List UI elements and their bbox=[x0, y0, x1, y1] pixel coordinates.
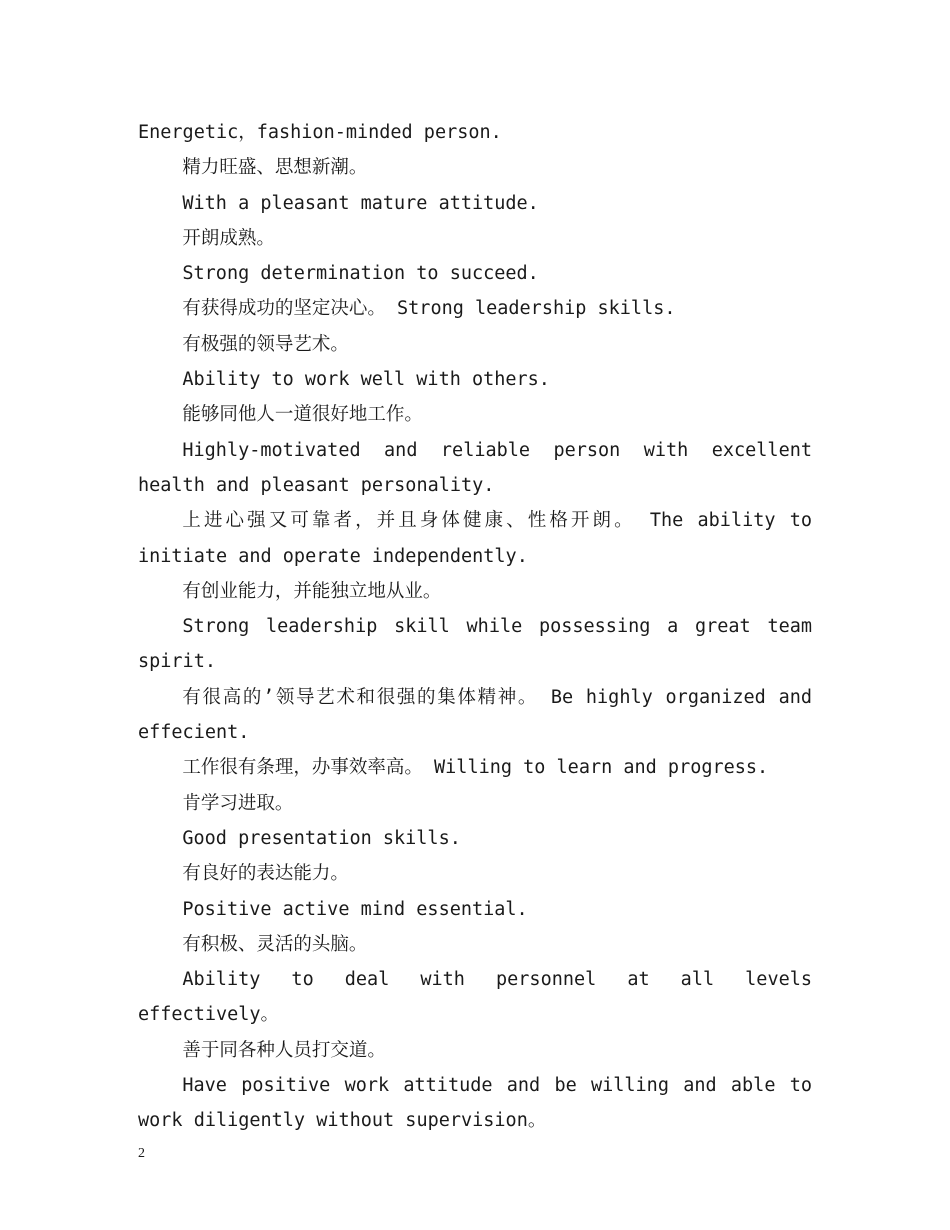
paragraph-13: Strong leadership skill while possessing a great team spirit. bbox=[138, 616, 812, 673]
paragraph-8: Ability to work well with others. bbox=[182, 369, 550, 391]
paragraph-6: 有获得成功的坚定决心。 Strong leadership skills. bbox=[182, 298, 676, 320]
paragraph-19: Positive active mind essential. bbox=[182, 898, 528, 920]
paragraph-22: 善于同各种人员打交道。 bbox=[182, 1039, 386, 1061]
paragraph-15: 工作很有条理，办事效率高。 Willing to learn and progress. bbox=[182, 757, 769, 779]
document-body bbox=[138, 115, 812, 1139]
paragraph-12: 有创业能力，并能独立地从业。 bbox=[182, 580, 442, 602]
paragraph-7: 有极强的领导艺术。 bbox=[182, 333, 349, 355]
paragraph-23: Have positive work attitude and be willing and able to work diligently without supervision。 bbox=[138, 1075, 812, 1132]
paragraph-5: Strong determination to succeed. bbox=[182, 263, 539, 285]
paragraph-21: Ability to deal with personnel at all levels effectively。 bbox=[138, 969, 812, 1026]
paragraph-11: 上进心强又可靠者，并且身体健康、性格开朗。 The ability to initiate and operate independently. bbox=[138, 510, 812, 567]
paragraph-10: Highly-motivated and reliable person with excellent health and pleasant personality. bbox=[138, 439, 812, 496]
paragraph-18: 有良好的表达能力。 bbox=[182, 863, 349, 885]
page-number: 2 bbox=[138, 1146, 145, 1161]
paragraph-2: 精力旺盛、思想新潮。 bbox=[182, 157, 368, 179]
paragraph-14: 有很高的’领导艺术和很强的集体精神。 Be highly organized and effecient. bbox=[138, 686, 812, 744]
paragraph-9: 能够同他人一道很好地工作。 bbox=[182, 404, 423, 426]
paragraph-20: 有积极、灵活的头脑。 bbox=[182, 933, 368, 955]
paragraph-1: Energetic，fashion-minded person. bbox=[138, 122, 502, 143]
paragraph-3: With a pleasant mature attitude. bbox=[182, 192, 539, 214]
paragraph-4: 开朗成熟。 bbox=[182, 227, 275, 249]
paragraph-17: Good presentation skills. bbox=[182, 827, 461, 849]
paragraph-16: 肯学习进取。 bbox=[182, 792, 294, 814]
